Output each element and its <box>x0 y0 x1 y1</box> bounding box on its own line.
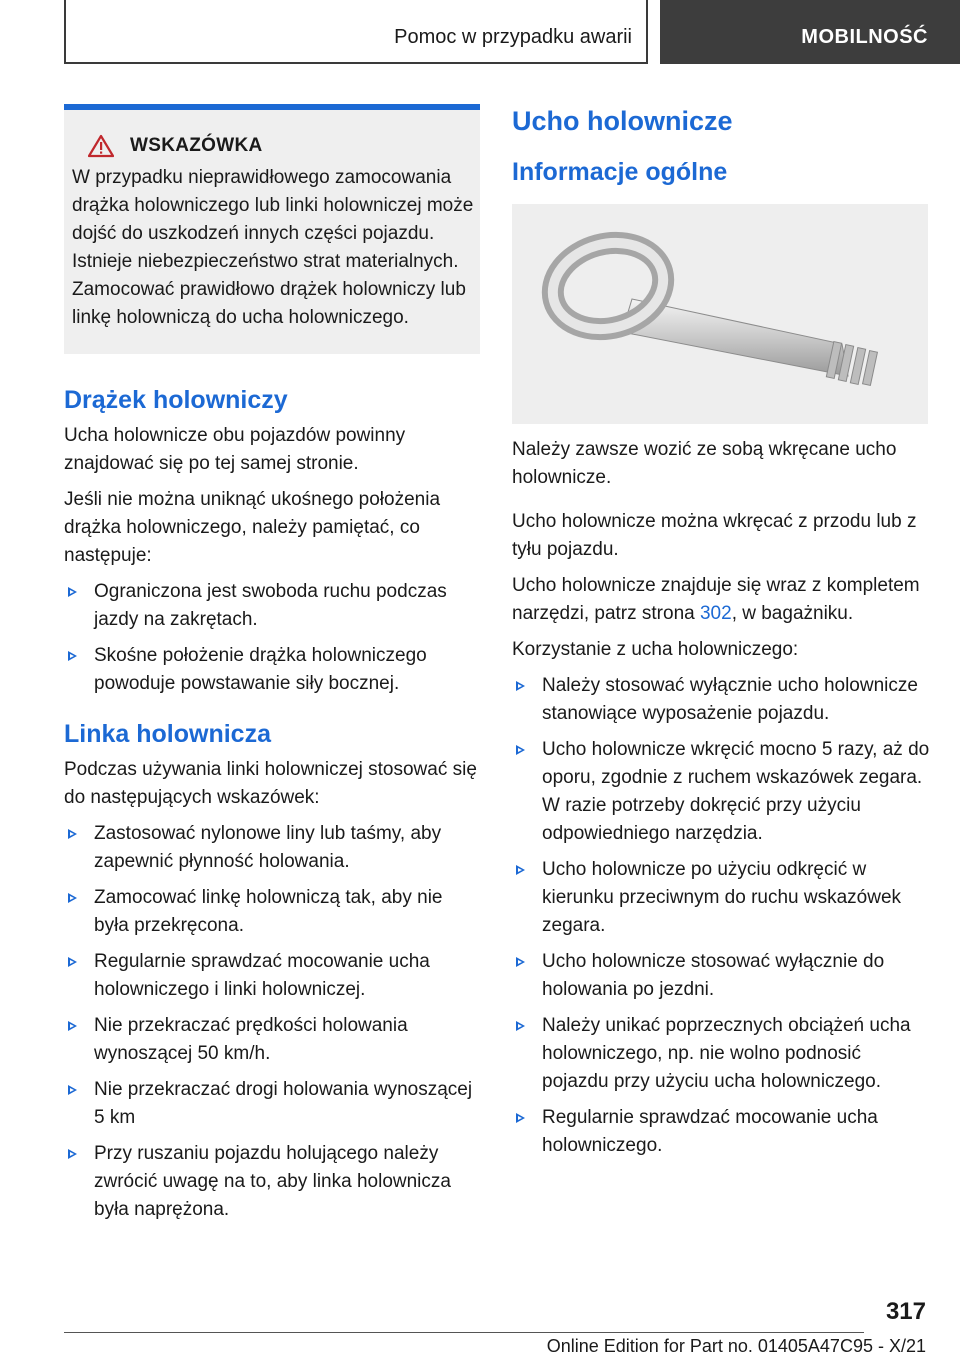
paragraph: Należy zawsze wozić ze sobą wkręcane ucho holownicze. <box>512 439 897 488</box>
bullet-triangle-icon <box>68 1149 77 1159</box>
list-item-text: Należy unikać poprzecznych obciążeń ucha holowniczego, np. nie wolno podnosić pojazdu przy użyciu ucha holowniczego. <box>542 1015 911 1092</box>
footer-divider <box>64 1332 864 1333</box>
bullet-triangle-icon <box>68 829 77 839</box>
list-item-text: Skośne położenie drążka holowniczego powoduje powstawanie siły bocznej. <box>94 645 427 694</box>
bullet-triangle-icon <box>68 957 77 967</box>
footer-edition: Online Edition for Part no. 01405A47C95 - X/21 <box>546 1336 926 1356</box>
header-chapter-title: MOBILNOŚĆ <box>801 26 928 48</box>
warning-text: W przypadku nieprawidłowego zamocowania drążka holowniczego lub linki holowniczej może dojść do uszkodzeń innych części pojazdu. Istnieje niebezpieczeństwo strat materialnych. Zamocować prawidłowo drążek holowniczy lub linkę holowniczą do ucha holowniczego. <box>72 167 474 328</box>
bullet-triangle-icon <box>516 745 525 755</box>
list-item <box>64 884 480 940</box>
list-item <box>512 856 932 940</box>
bullet-triangle-icon <box>516 681 525 691</box>
list-item <box>512 948 932 1004</box>
bullet-triangle-icon <box>516 957 525 967</box>
tow-eye-illustration <box>512 204 928 424</box>
bullet-triangle-icon <box>68 587 77 597</box>
warning-title: WSKAZÓWKA <box>130 135 263 156</box>
paragraph-text: , w bagażniku. <box>731 603 854 624</box>
list-item <box>64 1076 480 1132</box>
list-item-text: Ucho holownicze stosować wyłącznie do holowania po jezdni. <box>542 951 885 1000</box>
warning-box <box>64 104 480 354</box>
tow-rope-list <box>64 820 480 1224</box>
list-item-text: Nie przekraczać prędkości holowania wynoszącej 50 km/h. <box>94 1015 408 1064</box>
bullet-triangle-icon <box>516 1113 525 1123</box>
list-item-text: Regularnie sprawdzać mocowanie ucha holowniczego. <box>542 1107 878 1156</box>
bullet-triangle-icon <box>68 1021 77 1031</box>
section-heading-tow-rope: Linka holownicza <box>64 720 271 748</box>
bullet-triangle-icon <box>68 893 77 903</box>
bullet-triangle-icon <box>516 1021 525 1031</box>
paragraph: Jeśli nie można uniknąć ukośnego położenia drążka holowniczego, należy pamiętać, co następuje: <box>64 489 441 566</box>
list-item-text: Ucho holownicze po użyciu odkręcić w kierunku przeciwnym do ruchu wskazówek zegara. <box>542 859 902 936</box>
section-heading-tow-eye: Ucho holownicze <box>512 106 733 136</box>
list-item-text: Zastosować nylonowe liny lub taśmy, aby zapewnić płynność holowania. <box>94 823 442 872</box>
paragraph-page-reference <box>512 572 932 628</box>
list-item <box>64 1140 480 1224</box>
paragraph: Ucho holownicze można wkręcać z przodu lub z tyłu pojazdu. <box>512 511 917 560</box>
list-item-text: Przy ruszaniu pojazdu holującego należy zwrócić uwagę na to, aby linka holownicza była naprężona. <box>94 1143 451 1220</box>
list-item <box>512 1104 932 1160</box>
list-item-text: Nie przekraczać drogi holowania wynoszącej 5 km <box>94 1079 473 1128</box>
list-item-text: Ograniczona jest swoboda ruchu podczas jazdy na zakrętach. <box>94 581 447 630</box>
section-heading-tow-bar: Drążek holowniczy <box>64 386 288 414</box>
list-item <box>512 672 932 728</box>
tow-bar-list <box>64 578 480 698</box>
list-item <box>512 736 932 848</box>
list-item <box>64 642 480 698</box>
paragraph: Podczas używania linki holowniczej stosować się do następujących wskazówek: <box>64 759 477 808</box>
bullet-triangle-icon <box>68 651 77 661</box>
tow-eye-usage-list <box>512 672 932 1160</box>
header-chapter-tab <box>660 0 960 64</box>
paragraph: Ucha holownicze obu pojazdów powinny znajdować się po tej samej stronie. <box>64 425 406 474</box>
list-item <box>64 820 480 876</box>
page-link[interactable]: 302 <box>699 603 732 624</box>
paragraph-text: Ucho holownicze znajduje się wraz z kompletem narzędzi, patrz strona <box>512 575 920 624</box>
list-item-text: Regularnie sprawdzać mocowanie ucha holowniczego i linki holowniczej. <box>94 951 430 1000</box>
warning-header <box>88 134 476 158</box>
tow-eye-image <box>512 204 928 424</box>
subheading-general-info: Informacje ogólne <box>512 158 728 186</box>
bullet-triangle-icon <box>516 865 525 875</box>
left-column <box>64 104 480 1236</box>
list-item <box>64 578 480 634</box>
list-item <box>64 948 480 1004</box>
warning-triangle-icon <box>88 134 114 158</box>
paragraph: Korzystanie z ucha holowniczego: <box>512 639 799 660</box>
list-item <box>64 1012 480 1068</box>
header-section-title: Pomoc w przypadku awarii <box>394 26 632 48</box>
page-number: 317 <box>885 1298 926 1325</box>
bullet-triangle-icon <box>68 1085 77 1095</box>
list-item-text: Ucho holownicze wkręcić mocno 5 razy, aż do oporu, zgodnie z ruchem wskazówek zegara. W razie potrzeby dokręcić przy użyciu odpowiedniego narzędzia. <box>542 739 930 844</box>
list-item-text: Należy stosować wyłącznie ucho holownicze stanowiące wyposażenie pojazdu. <box>542 675 918 724</box>
header-section-box <box>64 0 648 64</box>
right-column <box>512 104 932 1172</box>
list-item-text: Zamocować linkę holowniczą tak, aby nie była przekręcona. <box>94 887 443 936</box>
list-item <box>512 1012 932 1096</box>
